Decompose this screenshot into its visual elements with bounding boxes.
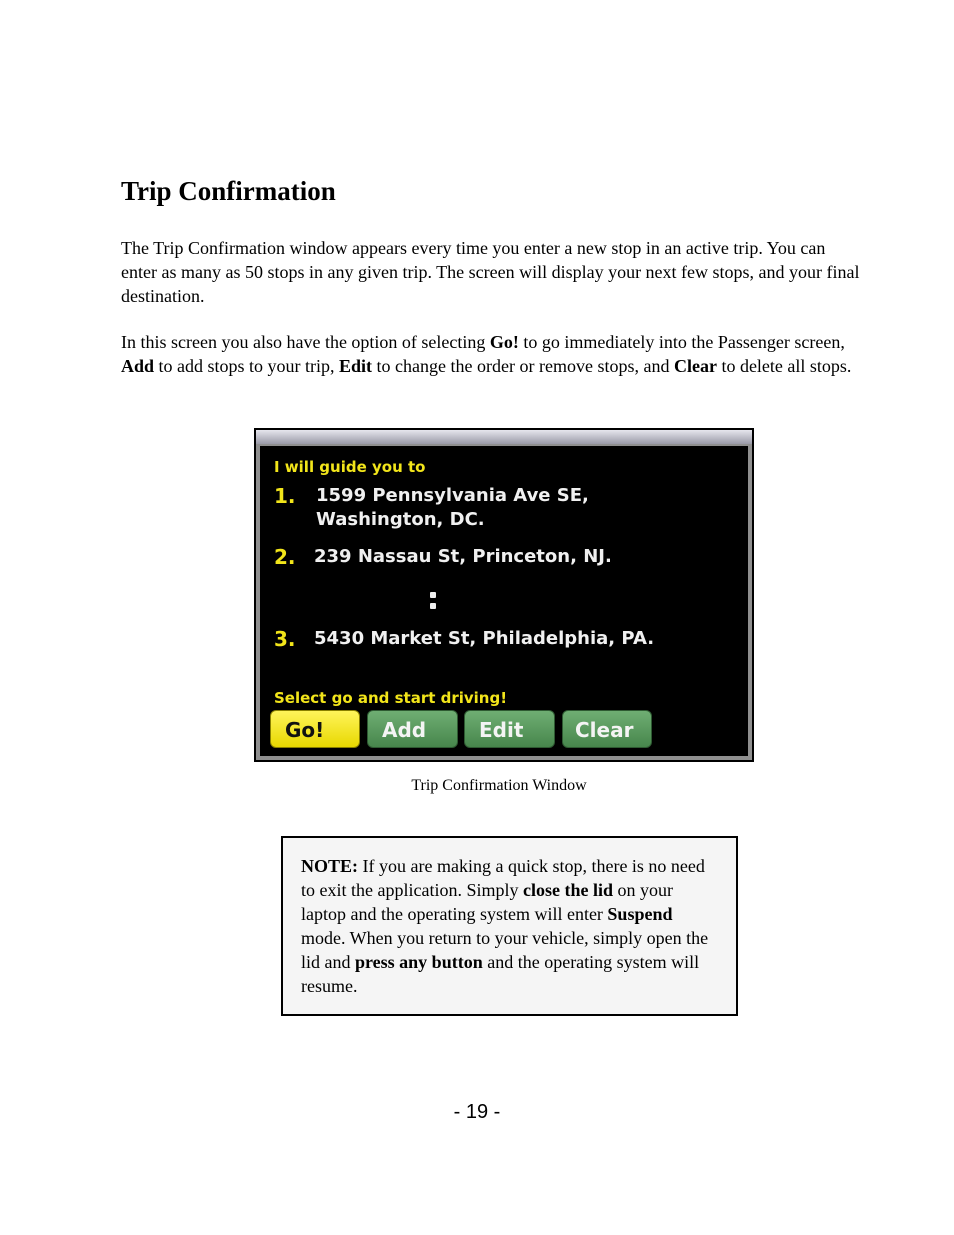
stop-number: 3. xyxy=(274,627,296,651)
clear-button[interactable]: Clear xyxy=(562,710,652,748)
clear-term: Clear xyxy=(673,356,717,376)
go-term: Go! xyxy=(489,332,519,352)
add-button[interactable]: Add xyxy=(367,710,458,748)
add-term: Add xyxy=(121,356,155,376)
go-button[interactable]: Go! xyxy=(270,710,360,748)
stop-number: 1. xyxy=(274,484,296,508)
note-label: NOTE: xyxy=(301,856,359,876)
stop-address: 1599 Pennsylvania Ave SE, Washington, DC. xyxy=(316,485,589,530)
trip-confirmation-screenshot xyxy=(254,428,754,762)
edit-term: Edit xyxy=(339,356,373,376)
select-message: Select go and start driving! xyxy=(274,689,508,707)
edit-button[interactable]: Edit xyxy=(464,710,555,748)
section-heading: Trip Confirmation xyxy=(121,176,336,206)
figure-caption: Trip Confirmation Window xyxy=(411,777,587,794)
window-titlebar xyxy=(256,430,752,444)
page-number: - 19 - xyxy=(453,1101,501,1123)
note-box: NOTE: If you are making a quick stop, there is no need to exit the application. Simply close the lid on your laptop and the operating system will enter Suspend mode. When you return to your vehicle, simply open the lid and press any button and the operating system will resume. xyxy=(281,836,738,1016)
stop-address: 239 Nassau St, Princeton, NJ. xyxy=(314,546,612,567)
guide-label: I will guide you to xyxy=(274,458,426,476)
stop-address: 5430 Market St, Philadelphia, PA. xyxy=(314,628,655,649)
stop-number: 2. xyxy=(274,545,296,569)
options-paragraph: In this screen you also have the option of selecting Go! to go immediately into the Passenger screen, Add to add stops to your trip, Edit to change the order or remove stops, and Clear to delete all stops. xyxy=(121,332,852,376)
intro-paragraph: The Trip Confirmation window appears every time you enter a new stop in an active trip. You can enter as many as 50 stops in any given trip. The screen will display your next few stops, and your final destination. xyxy=(121,238,860,306)
trip-confirmation-screen xyxy=(260,446,748,756)
more-stops-ellipsis-icon xyxy=(430,592,438,614)
